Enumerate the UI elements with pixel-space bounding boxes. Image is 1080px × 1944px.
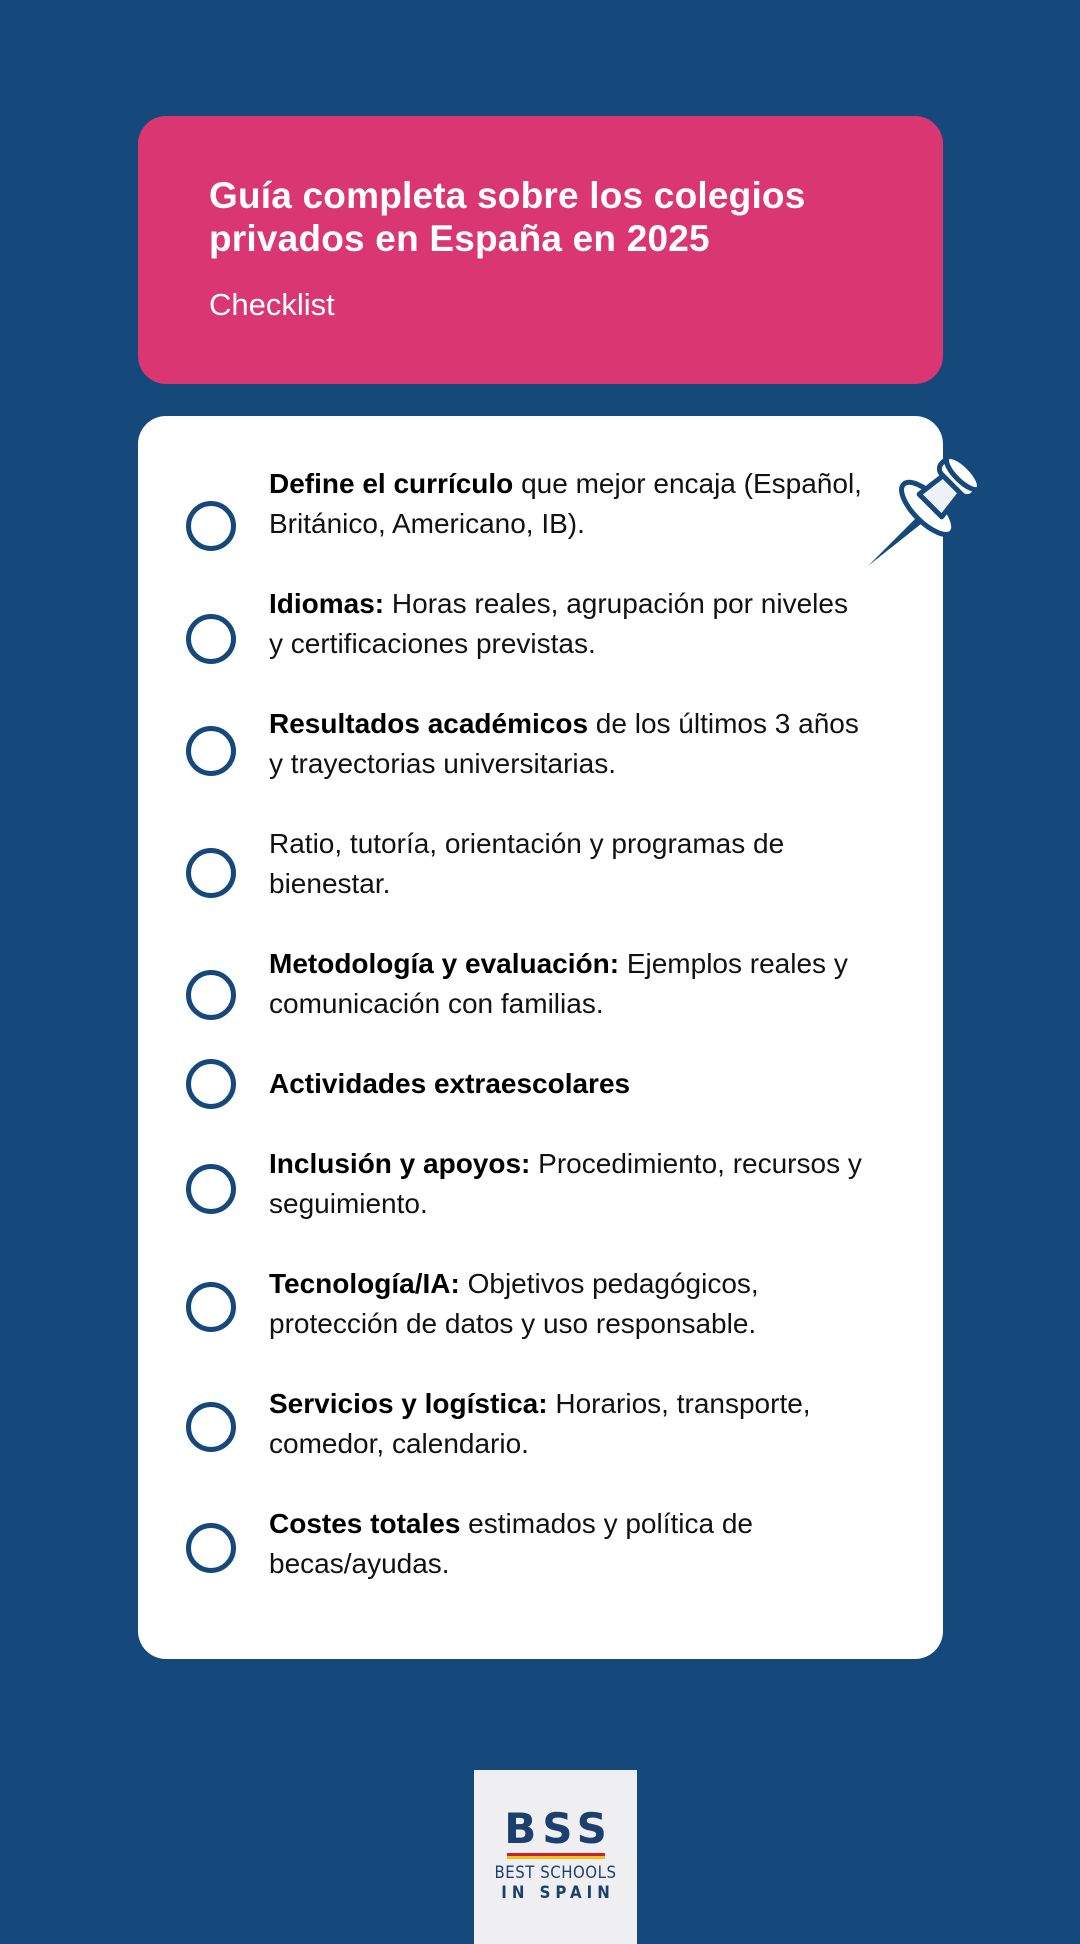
logo-flag-stripe	[507, 1853, 605, 1859]
header-card	[138, 116, 943, 384]
checklist-item-text: Costes totales estimados y política de becas/ayudas.	[269, 1508, 753, 1579]
logo	[474, 1770, 637, 1944]
checklist-item-text: Inclusión y apoyos: Procedimiento, recursos y seguimiento.	[269, 1148, 862, 1219]
pushpin-icon	[868, 428, 1008, 570]
checklist-item-text: Ratio, tutoría, orientación y programas de bienestar.	[269, 828, 785, 899]
checklist-item-text: Metodología y evaluación: Ejemplos reales y comunicación con familias.	[269, 948, 848, 1019]
checklist-item-text: Resultados académicos de los últimos 3 años y trayectorias universitarias.	[269, 708, 859, 779]
logo-caption-line2: IN SPAIN	[501, 1881, 615, 1903]
logo-caption-line1: BEST SCHOOLS	[494, 1861, 617, 1883]
checkbox-circle-icon[interactable]	[186, 1523, 236, 1573]
checkbox-circle-icon[interactable]	[186, 1282, 236, 1332]
checkbox-circle-icon[interactable]	[186, 970, 236, 1020]
checkbox-circle-icon[interactable]	[186, 1402, 236, 1452]
checklist-item-text: Tecnología/IA: Objetivos pedagógicos, protección de datos y uso responsable.	[269, 1268, 759, 1339]
checklist-card	[138, 416, 943, 1659]
checklist-item-text: Idiomas: Horas reales, agrupación por niveles y certificaciones previstas.	[269, 588, 848, 659]
checkbox-circle-icon[interactable]	[186, 1164, 236, 1214]
checklist-item-text: Servicios y logística: Horarios, transporte, comedor, calendario.	[269, 1388, 811, 1459]
checkbox-circle-icon[interactable]	[186, 501, 236, 551]
checkbox-circle-icon[interactable]	[186, 1059, 236, 1109]
checkbox-circle-icon[interactable]	[186, 614, 236, 664]
checklist-item-text: Actividades extraescolares	[269, 1068, 631, 1099]
page-subtitle: Checklist	[209, 287, 335, 322]
logo-text: BSS	[504, 1804, 613, 1853]
page-title: Guía completa sobre los colegios privados en España en 2025	[209, 175, 806, 259]
checkbox-circle-icon[interactable]	[186, 848, 236, 898]
checklist-item-text: Define el currículo que mejor encaja (Español, Británico, Americano, IB).	[269, 468, 862, 539]
checkbox-circle-icon[interactable]	[186, 726, 236, 776]
